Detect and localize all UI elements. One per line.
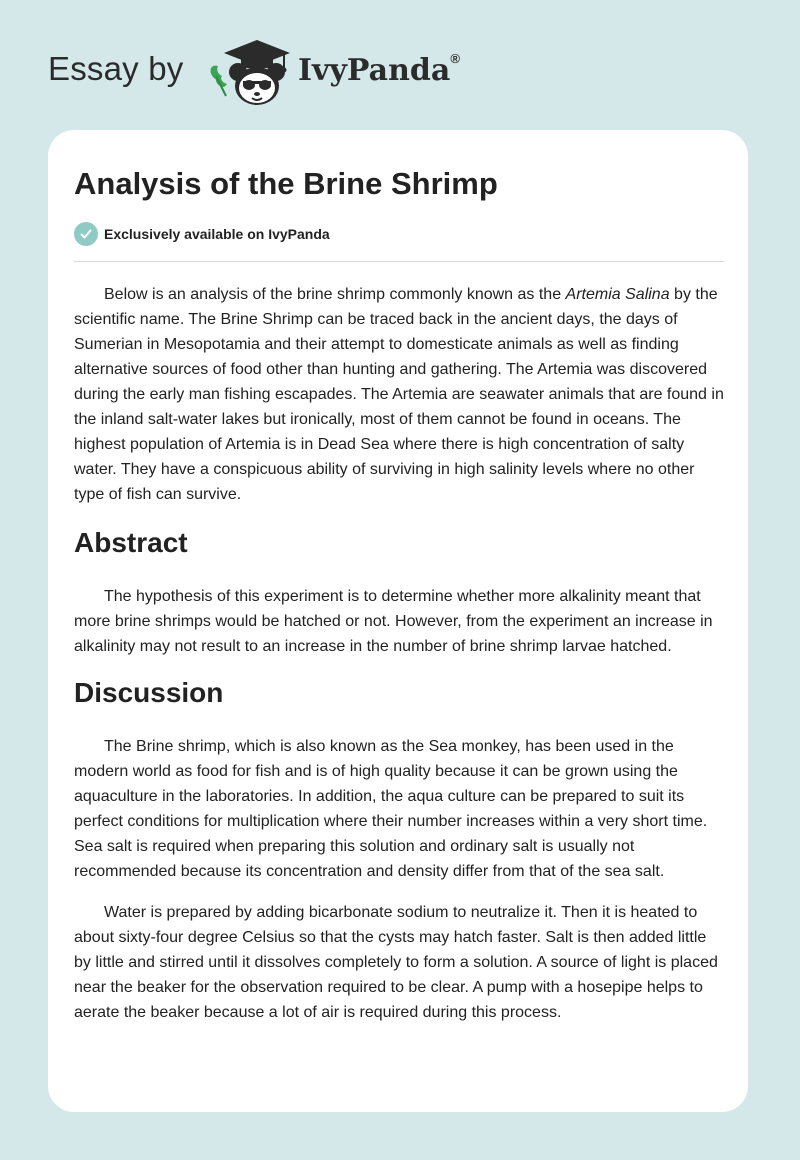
discussion-paragraph-1: The Brine shrimp, which is also known as the Sea monkey, has been used in the modern world as food for fish and is of high quality because it can be grown using the aquaculture in the laboratories. In addition, the aqua culture can be prepared to suit its perfect conditions for multiplication where their number increases within a very short time. Sea salt is required when preparing this solution and ordinary salt is usually not recommended because its concentration and density differ from that of the sea salt. — [74, 738, 708, 880]
exclusive-label: Exclusively available on IvyPanda — [104, 226, 330, 242]
exclusive-badge — [74, 222, 330, 246]
intro-paragraph: Below is an analysis of the brine shrimp commonly known as the Artemia Salina by the scientific name. The Brine Shrimp can be traced back in the ancient days, the days of Sumerian in Mesopotamia and their attempt to domesticate animals as well as finding alternative sources of food other than hunting and gathering. The Artemia was discovered during the early man fishing escapades. The Artemia are seawater animals that are found in the inland salt-water lakes but ironically, most of them cannot be found in oceans. The highest population of Artemia is in Dead Sea where there is high concentration of salty water. They have a conspicuous ability of surviving in high salinity levels where no other type of fish can survive. — [74, 286, 724, 503]
check-circle-icon — [74, 222, 98, 246]
site-header — [48, 36, 748, 108]
page-title: Analysis of the Brine Shrimp — [74, 166, 498, 201]
abstract-paragraph: The hypothesis of this experiment is to determine whether more alkalinity meant that more brine shrimps would be hatched or not. However, from the experiment an increase in alkalinity may not result to an increase in the number of brine shrimp larvae hatched. — [74, 588, 713, 655]
divider — [74, 261, 724, 262]
abstract-heading: Abstract — [74, 527, 188, 558]
panda-graduation-cap-icon[interactable] — [204, 36, 294, 108]
brand-logo-text[interactable]: IvyPanda® — [298, 51, 460, 88]
article-body — [74, 282, 724, 1025]
article-card — [48, 130, 748, 1112]
discussion-paragraph-2: Water is prepared by adding bicarbonate sodium to neutralize it. Then it is heated to about sixty-four degree Celsius so that the cysts may hatch faster. Salt is then added little by little and stirred until it dissolves completely to form a solution. A source of light is placed near the beaker for the observation required to be clear. A pump with a hosepipe helps to aerate the beaker because a lot of air is required during this process. — [74, 904, 718, 1021]
discussion-heading: Discussion — [74, 677, 224, 708]
species-name: Artemia Salina — [565, 286, 670, 303]
essay-by-label: Essay by — [48, 50, 184, 87]
